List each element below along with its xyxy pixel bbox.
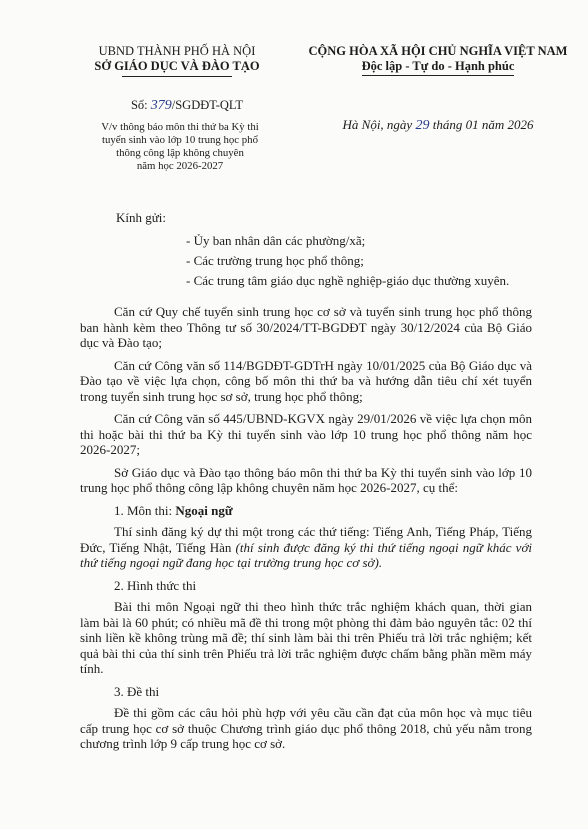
number-prefix: Số: xyxy=(130,98,151,112)
subject-line: V/v thông báo môn thi thứ ba Kỳ thi xyxy=(101,121,259,133)
motto: Độc lập - Tự do - Hạnh phúc xyxy=(362,59,515,76)
document-body xyxy=(80,304,532,759)
date-day-handwritten: 29 xyxy=(415,118,430,133)
recipient-item: - Ủy ban nhân dân các phường/xã; xyxy=(186,233,366,248)
section-1-heading xyxy=(80,503,532,519)
section-2-text: Bài thi môn Ngoại ngữ thi theo hình thức trắc nghiệm khách quan, thời gian làm bài là 60 phút; có nhiều mã đề thi trong một phòng thi đảm bảo nguyên tắc: 02 thí sinh liền kề không trùng mã đề; thí sinh làm bài thi trên Phiếu trả lời trắc nghiệm; kết quả bài thi của thí sinh trên Phiếu trả lời trắc nghiệm được chấm bằng phần mềm máy tính. xyxy=(80,599,532,676)
paragraph-announcement: Sở Giáo dục và Đào tạo thông báo môn thi thứ ba Kỳ thi tuyển sinh vào lớp 10 trung học phổ thông công lập không chuyên năm học 2026-2027, cụ thể: xyxy=(80,464,532,495)
paragraph-legal-basis-3: Căn cứ Công văn số 445/UBND-KGVX ngày 29/01/2026 về việc lựa chọn môn thi hoặc bài thi thứ ba Kỳ thi tuyển sinh vào lớp 10 trung học phổ thông năm học 2026-2027; xyxy=(80,411,532,457)
nation-name: CỘNG HÒA XÃ HỘI CHỦ NGHĨA VIỆT NAM xyxy=(308,44,568,58)
paragraph-legal-basis-2: Căn cứ Công văn số 114/BGDĐT-GDTrH ngày 10/01/2025 của Bộ Giáo dục và Đào tạo về việc lựa chọn, công bố môn thi thứ ba và hướng dẫn tiêu chí xét tuyển trong tuyển sinh trung học sơ sở, trung học phổ thông; xyxy=(80,357,532,404)
section-1-text xyxy=(80,524,532,571)
document-number xyxy=(112,98,262,114)
section-1-subject: Ngoại ngữ xyxy=(175,502,233,518)
subject-summary xyxy=(80,121,280,173)
date-prefix: Hà Nội, ngày xyxy=(342,117,416,132)
subject-line: thông công lập không chuyên xyxy=(116,147,244,159)
issue-date xyxy=(300,117,576,134)
number-suffix: /SGDĐT-QLT xyxy=(171,98,244,112)
recipients-label: Kính gửi: xyxy=(116,210,167,225)
recipients-block xyxy=(116,208,509,291)
paragraph-legal-basis-1: Căn cứ Quy chế tuyển sinh trung học cơ sở và tuyển sinh trung học phổ thông ban hành kèm theo Thông tư số 30/2024/TT-BGDĐT ngày 30/12/2024 của Bộ Giáo dục và Đào tạo; xyxy=(80,304,532,350)
org-line-1: UBND THÀNH PHỐ HÀ NỘI xyxy=(98,44,256,58)
section-1-note: (thí sinh được đăng ký thi thứ tiếng ngoại ngữ khác với thứ tiếng ngoại ngữ đang học tại trường trung học cơ sở). xyxy=(80,539,532,570)
section-3-text: Đề thi gồm các câu hỏi phù hợp với yêu cầu cần đạt của môn học và mục tiêu cấp trung học cơ sở thuộc Chương trình giáo dục phổ thông 2018, chủ yếu nằm trong chương trình lớp 9 cấp trung học cơ sở. xyxy=(80,705,532,751)
section-1-main: Thí sinh đăng ký dự thi một trong các thứ tiếng: Tiếng Anh, Tiếng Pháp, Tiếng Đức, Tiếng Nhật, Tiếng Hàn xyxy=(80,524,532,555)
subject-line: năm học 2026-2027 xyxy=(136,160,224,172)
section-3-heading: 3. Đề thi xyxy=(114,683,160,699)
org-underline xyxy=(122,76,232,77)
section-2-heading: 2. Hình thức thi xyxy=(114,577,197,593)
date-suffix: tháng 01 năm 2026 xyxy=(429,117,534,132)
recipient-item: - Các trung tâm giáo dục nghề nghiệp-giáo dục thường xuyên. xyxy=(186,273,510,288)
recipients-list xyxy=(186,231,509,291)
subject-line: tuyển sinh vào lớp 10 trung học phổ xyxy=(102,134,258,146)
section-1-prefix: 1. Môn thi: xyxy=(114,502,176,518)
national-header xyxy=(300,44,576,76)
org-line-2: SỞ GIÁO DỤC VÀ ĐÀO TẠO xyxy=(94,59,260,73)
number-handwritten: 379 xyxy=(150,98,172,113)
issuing-authority xyxy=(72,44,282,77)
recipient-item: - Các trường trung học phổ thông; xyxy=(186,253,364,268)
